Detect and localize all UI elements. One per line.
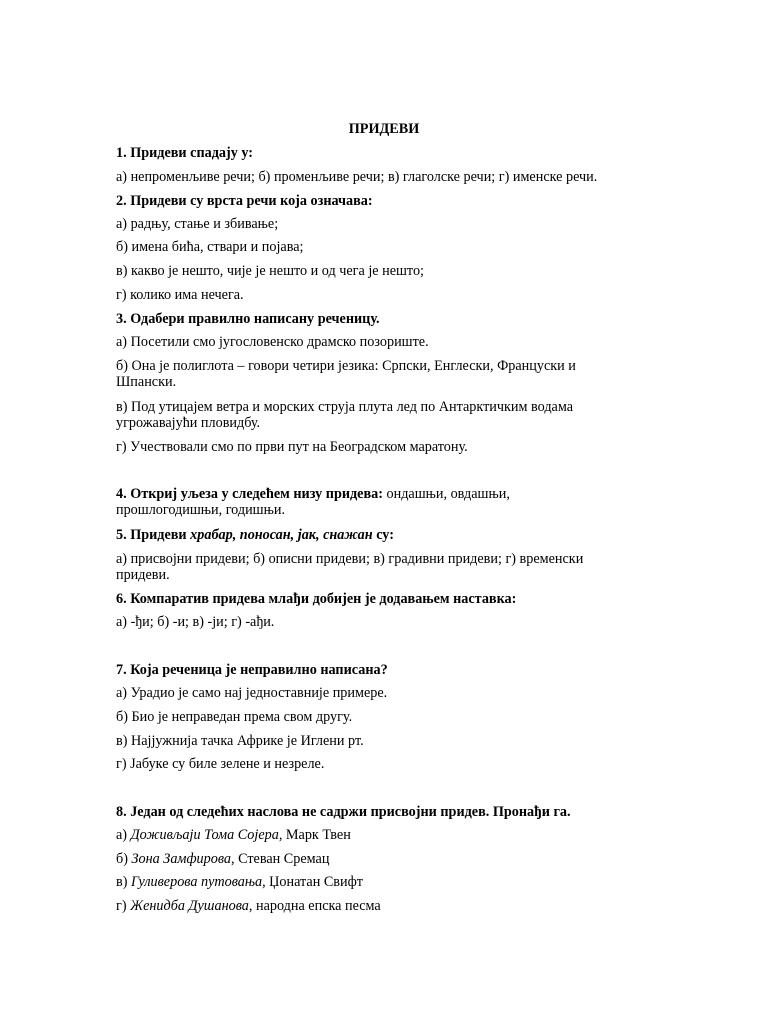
question-7-option-c: в) Најјужнија тачка Африке је Иглени рт. bbox=[116, 733, 364, 749]
question-8-option-c bbox=[116, 874, 636, 891]
question-3-option-b-line2: Шпански. bbox=[116, 374, 177, 390]
question-4: 4. Откриј уљеза у следећем низу придева: bbox=[116, 486, 383, 502]
question-2-option-b: б) имена бића, ствари и појава; bbox=[116, 239, 304, 255]
question-8-option-a bbox=[116, 827, 636, 844]
option-letter: в) bbox=[116, 874, 131, 890]
question-4-line1 bbox=[116, 486, 636, 503]
book-title: Доживљаји Тома Сојера bbox=[130, 827, 279, 843]
question-3-option-a: а) Посетили смо југословенско драмско позориште. bbox=[116, 334, 429, 350]
question-3: 3. Одабери правилно написану реченицу. bbox=[116, 311, 380, 327]
question-7: 7. Која реченица је неправилно написана? bbox=[116, 662, 388, 678]
question-7-option-b: б) Био је неправедан према свом другу. bbox=[116, 709, 353, 725]
question-7-option-a: а) Урадио је само нај једноставније примере. bbox=[116, 685, 388, 701]
book-author: , народна епска песма bbox=[248, 898, 381, 914]
question-5-adjectives: храбар, поносан, јак, снажан bbox=[190, 527, 373, 543]
question-3-option-c-line1: в) Под утицајем ветра и морских струја плута лед по Антарктичким водама bbox=[116, 399, 574, 415]
book-title: Гуливерова путовања bbox=[130, 874, 263, 890]
question-2-option-d: г) колико има нечега. bbox=[116, 287, 244, 303]
question-2-option-a: а) радњу, стање и збивање; bbox=[116, 216, 279, 232]
book-title: Зона Замфирова bbox=[131, 851, 231, 867]
question-2: 2. Придеви су врста речи која означава: bbox=[116, 193, 373, 209]
book-author: , Џонатан Свифт bbox=[262, 874, 363, 890]
question-5 bbox=[116, 527, 636, 544]
question-5-suffix: су: bbox=[372, 527, 394, 543]
option-letter: б) bbox=[116, 851, 132, 867]
book-title: Женидба Душанова bbox=[130, 898, 249, 914]
question-5-answers-line2: придеви. bbox=[116, 567, 170, 583]
question-6: 6. Компаратив придева млађи добијен је додавањем наставка: bbox=[116, 591, 517, 607]
book-author: , Стеван Сремац bbox=[230, 851, 330, 867]
question-8-option-b bbox=[116, 851, 636, 868]
question-3-option-b-line1: б) Она је полиглота – говори четири језика: Српски, Енглески, Француски и bbox=[116, 358, 576, 374]
question-8-option-d bbox=[116, 898, 636, 915]
question-3-option-c-line2: угрожавајући пловидбу. bbox=[116, 415, 261, 431]
question-5-answers-line1: а) присвојни придеви; б) описни придеви; в) градивни придеви; г) временски bbox=[116, 551, 584, 567]
option-letter: а) bbox=[116, 827, 131, 843]
question-7-option-d: г) Јабуке су биле зелене и незреле. bbox=[116, 756, 325, 772]
question-4-line2: прошлогодишњи, годишњи. bbox=[116, 502, 285, 518]
option-letter: г) bbox=[116, 898, 131, 914]
book-author: , Марк Твен bbox=[278, 827, 351, 843]
question-3-option-d: г) Учествовали смо по први пут на Београдском маратону. bbox=[116, 439, 468, 455]
question-2-option-c: в) какво је нешто, чије је нешто и од чега је нешто; bbox=[116, 263, 424, 279]
question-1: 1. Придеви спадају у: bbox=[116, 145, 253, 161]
question-8: 8. Један од следећих наслова не садржи присвојни придев. Пронађи га. bbox=[116, 804, 571, 820]
question-1-answers: а) непроменљиве речи; б) променљиве речи; в) глаголске речи; г) именске речи. bbox=[116, 169, 598, 185]
page-title: ПРИДЕВИ bbox=[348, 121, 420, 137]
question-5-prefix: 5. Придеви bbox=[116, 527, 191, 543]
question-4-list: ондашњи, овдашњи, bbox=[382, 486, 510, 502]
question-6-answers: а) -ђи; б) -и; в) -ји; г) -ађи. bbox=[116, 614, 275, 630]
